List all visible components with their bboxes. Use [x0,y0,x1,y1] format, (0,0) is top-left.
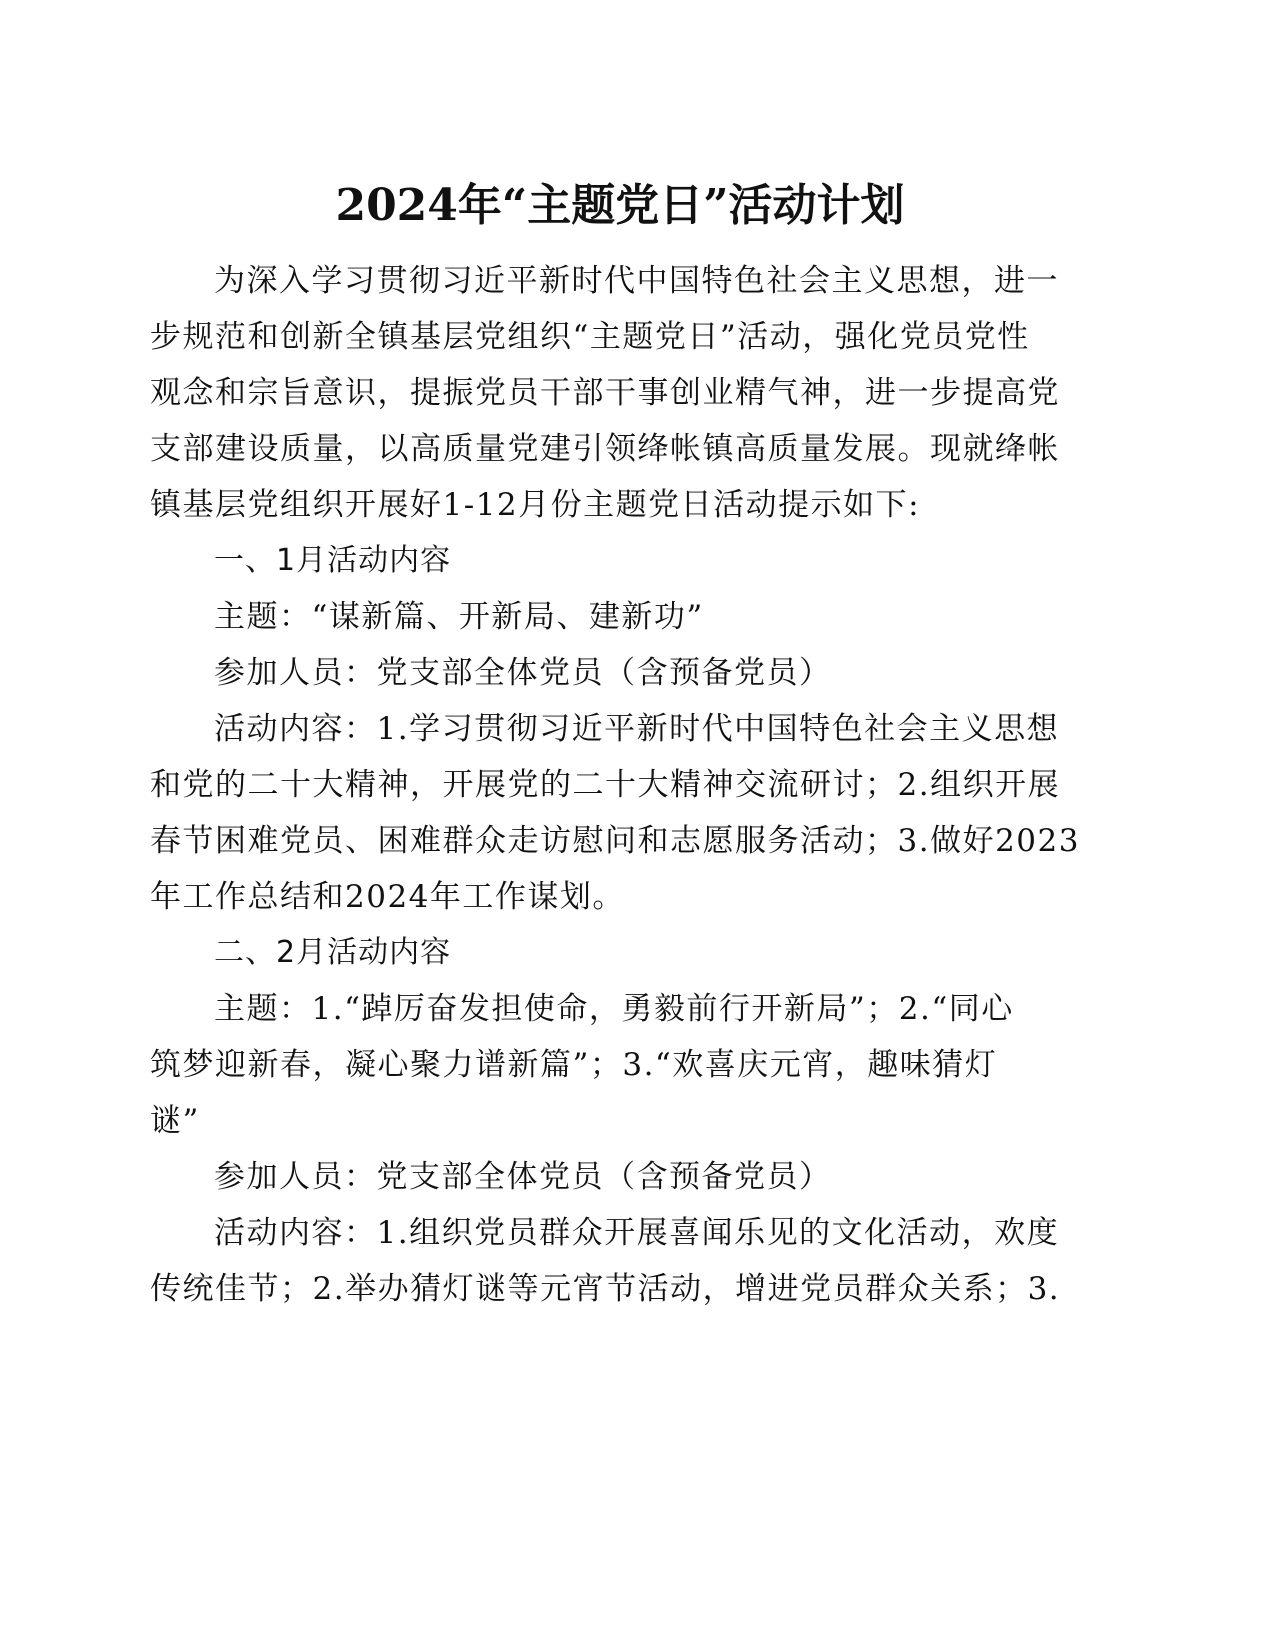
january-theme: 主题：“谋新篇、开新局、建新功” [214,599,704,635]
intro-line-4: 支部建设质量，以高质量党建引领绛帐镇高质量发展。现就绛帐 [150,431,1060,467]
january-content-line-3: 春节困难党员、困难群众走访慰问和志愿服务活动；3.做好2023 [150,823,1080,859]
february-content-line-1: 活动内容：1.组织党员群众开展喜闻乐见的文化活动，欢度 [214,1215,1060,1251]
intro-line-5: 镇基层党组织开展好1-12月份主题党日活动提示如下: [150,487,921,523]
intro-line-2: 步规范和创新全镇基层党组织“主题党日”活动，强化党员党性 [150,319,1030,355]
intro-line-3: 观念和宗旨意识，提振党员干部干事创业精气神，进一步提高党 [150,375,1060,411]
february-participants: 参加人员：党支部全体党员（含预备党员） [214,1159,832,1195]
document-body [150,253,1090,1317]
february-content-line-2: 传统佳节；2.举办猜灯谜等元宵节活动，增进党员群众关系；3. [150,1271,1061,1307]
january-content-line-2: 和党的二十大精神，开展党的二十大精神交流研讨；2.组织开展 [150,767,1061,803]
february-theme-line-1: 主题：1.“踔厉奋发担使命，勇毅前行开新局”；2.“同心 [214,991,1014,1027]
document-title: 2024年“主题党日”活动计划 [335,180,905,231]
section-heading-february: 二、2月活动内容 [214,935,452,970]
february-theme-line-2: 筑梦迎新春，凝心聚力谱新篇”；3.“欢喜庆元宵，趣味猜灯 [150,1047,998,1083]
january-participants: 参加人员：党支部全体党员（含预备党员） [214,655,832,691]
february-theme-line-3: 谜” [150,1103,200,1139]
january-content-line-4: 年工作总结和2024年工作谋划。 [150,879,625,915]
intro-line-1: 为深入学习贯彻习近平新时代中国特色社会主义思想，进一 [214,263,1059,299]
section-heading-january: 一、1月活动内容 [214,543,452,578]
january-content-line-1: 活动内容：1.学习贯彻习近平新时代中国特色社会主义思想 [214,711,1060,747]
